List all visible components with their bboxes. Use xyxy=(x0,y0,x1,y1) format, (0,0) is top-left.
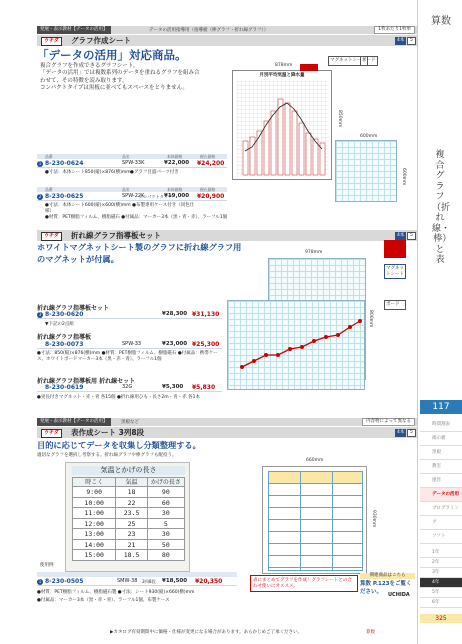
head-code: 品番 xyxy=(45,154,53,159)
cell-time: 9:00 xyxy=(86,488,103,496)
price: ¥19,000 xyxy=(164,193,190,199)
category-tag: 発展・表示教材【データの活用】 xyxy=(37,26,111,34)
sub2-table xyxy=(37,340,222,349)
sidebar-item-management[interactable]: 運営 xyxy=(420,474,462,488)
section3-desc: 適切なグラフを選択し考察する。折れ線グラフや棒グラフも配役う。 xyxy=(37,453,177,458)
head-name: 品名 xyxy=(122,187,130,192)
section1-price-table xyxy=(37,154,227,168)
model-number: SMW-38 xyxy=(117,578,138,584)
model-number: SPW-33K xyxy=(122,160,145,166)
sidebar-category-top: 算数 xyxy=(431,16,451,27)
head-tax: 税込価格 xyxy=(200,187,216,192)
side-label-magnet: マグネットシート xyxy=(384,264,406,279)
table-row xyxy=(72,540,185,551)
section3-note2: ●付属品：マーカー3本（黒・赤・青）、ラーフル1個、布製ケース xyxy=(37,598,170,603)
row-number: 1 xyxy=(38,161,42,166)
side-label-1: マグネットシート xyxy=(328,56,368,66)
sidebar-item-noticeboard[interactable]: 掲示板 xyxy=(420,432,462,446)
grade-box: 4本 xyxy=(397,232,405,238)
row1-extra: ●グラフ目盛パーツ付き xyxy=(130,170,179,175)
cell-shadow: 60 xyxy=(147,498,184,508)
sidebar-item-timetable[interactable]: 時間割表 xyxy=(420,418,462,432)
head-price: 本体価格 xyxy=(167,187,183,192)
cell-temp: 22 xyxy=(115,498,146,508)
cell-time: 13:00 xyxy=(84,530,104,538)
table-row: 3 8-230-0620 ¥28,300 ¥31,130 xyxy=(37,310,222,319)
product-code: 8-230-0619 xyxy=(45,384,84,391)
related-page-link[interactable]: 算数 P.123をご覧ください。 xyxy=(360,580,412,595)
cell-temp: 18 xyxy=(115,487,146,497)
footer-side-label: 算数 xyxy=(366,630,375,635)
model-number: 32G xyxy=(122,384,133,390)
sidebar-item-programming[interactable]: プログラミング xyxy=(420,502,462,516)
cell-temp: 25 xyxy=(115,519,146,529)
model-number: SPW-33 xyxy=(122,341,142,347)
grade-box: 4本 xyxy=(397,37,405,43)
sub3-note: ●実長付きマグネット・赤・青 各15個 ●折れ線用ひも・長さ2m・青・赤 各1本 xyxy=(37,395,200,400)
graph-sheet-chart xyxy=(237,81,329,177)
graph-sheet-image xyxy=(232,70,332,180)
section1-price-table-2 xyxy=(37,187,227,201)
row-number: 2 xyxy=(38,194,42,199)
section3-topbar xyxy=(37,418,417,426)
sidebar-item-software[interactable]: ソフト xyxy=(420,530,462,544)
empty-table-sheet-image xyxy=(262,466,367,574)
sheet-header-band xyxy=(269,472,362,483)
section2-header xyxy=(37,230,417,241)
count-box: 5 xyxy=(407,429,416,437)
sidebar-grade-5[interactable]: 5年 xyxy=(420,588,462,598)
unit-note: 内容物によって異なる xyxy=(362,418,415,426)
head-tax: 税込価格 xyxy=(200,154,216,159)
product-code: 8-230-0625 xyxy=(45,193,84,200)
bullet-3: コンパクトタイプは黒板に並べてもスペースをとりません。 xyxy=(40,85,188,92)
cell-shadow: 50 xyxy=(147,540,184,550)
price: ¥28,300 xyxy=(162,311,188,317)
sub2-title: 折れ線グラフ指導板 xyxy=(37,334,92,341)
line-graph-example xyxy=(227,300,365,390)
head-code: 品番 xyxy=(45,187,53,192)
col-temp: 気温 xyxy=(115,478,146,486)
sub1-table xyxy=(37,310,222,319)
related-label: 関連商品はこちら xyxy=(360,573,415,579)
brand-logo: ウチダ xyxy=(41,429,62,438)
table-row xyxy=(72,487,185,498)
category-subtitle: 黒板など xyxy=(121,419,139,425)
section3-headline: 目的に応じてデータを収集し分類整理する。 xyxy=(37,440,201,450)
price-tax: ¥5,830 xyxy=(192,384,216,391)
price-tax: ¥20,350 xyxy=(195,578,223,585)
table-row xyxy=(72,498,185,509)
side-label-2: ボード xyxy=(360,56,378,66)
side-label-board: ボード xyxy=(384,300,406,310)
data-table-example xyxy=(65,462,190,572)
sidebar-item-blackboard[interactable]: 黒板 xyxy=(420,446,462,460)
dim-height-1: 850mm xyxy=(337,110,342,128)
table-row xyxy=(37,192,227,201)
dim-width-2: 600mm xyxy=(360,134,378,139)
table-row xyxy=(37,340,222,349)
cell-time: 15:00 xyxy=(84,551,104,559)
sidebar-item-blank xyxy=(420,516,462,530)
head-name: 品名 xyxy=(122,154,130,159)
cell-shadow: 30 xyxy=(147,529,184,539)
cell-time: 12:00 xyxy=(84,519,104,528)
dim-height-2: 600mm xyxy=(401,168,406,186)
col-shadow: かげの長さ xyxy=(147,478,184,486)
category-subtitle: データの活用指導用（指導板（棒グラフ・折れ線グラフ）） xyxy=(149,27,269,33)
cell-temp: 23.5 xyxy=(115,508,146,518)
dim-width-4: 660mm xyxy=(306,458,324,463)
sub3-table xyxy=(37,383,222,392)
sidebar-grade-6[interactable]: 6年 xyxy=(420,598,462,608)
cell-temp: 21 xyxy=(115,540,146,550)
head-price: 本体価格 xyxy=(167,154,183,159)
cell-time: 10:00 xyxy=(84,498,104,507)
bullet-1: 複合グラフを作成できるグラフシート。 xyxy=(40,63,139,69)
table-row: 1 8-230-0505 SMW-38 3列8段 ¥18,500 ¥20,350 xyxy=(37,577,237,586)
sub3-title: 折れ線グラフ指導板用 折れ線セット xyxy=(37,378,136,385)
table-row xyxy=(72,550,185,561)
row-extra: コンパクトタイプ xyxy=(139,194,172,199)
price-tax: ¥31,130 xyxy=(192,311,220,318)
maker-logo: UCHIDA xyxy=(388,592,410,598)
section1-topbar xyxy=(37,26,417,34)
table-caption: 気温とかげの長さ xyxy=(72,466,185,475)
usage-label: 使用例 xyxy=(40,563,54,568)
table-row xyxy=(37,383,222,392)
row2-note: ●寸法：本体シート600(縦)×600(横)mm ●布製専用ケース付き（同色仕様） xyxy=(45,203,195,214)
graph-sheet-title: 月別平均気温と降水量 xyxy=(259,73,305,78)
grade-box: 4本 xyxy=(397,429,405,435)
handwritten-table xyxy=(72,477,185,561)
brand-logo: ウチダ xyxy=(41,232,62,241)
price: ¥22,000 xyxy=(164,160,190,166)
cell-shadow: 5 xyxy=(147,519,184,529)
line-graph-marks xyxy=(232,305,362,385)
sidebar-item-classroom[interactable]: 教室 xyxy=(420,460,462,474)
price-tax: ¥25,300 xyxy=(192,341,220,348)
sidebar-category-vertical: 複合グラフ（折れ線・棒）と表 xyxy=(432,150,451,265)
section1-headline: 「データの活用」対応商品。 xyxy=(37,48,187,62)
brand-logo: ウチダ xyxy=(41,37,62,46)
price-tax: ¥20,900 xyxy=(197,193,225,200)
sidebar-grade-3[interactable]: 3年 xyxy=(420,568,462,578)
product-code: 8-230-0505 xyxy=(45,578,84,585)
sub2-note: ●寸法：850(縦)×876(横)mm ●材質：PET樹脂フィルム、樹脂磁石 ●付属品：携帯ケース、ホワイトボードマーカー3本（黒・赤・青）、ラーフル1個 xyxy=(37,351,218,362)
section2-headline: ホワイトマグネットシート製のグラフに折れ線グラフ用のマグネットが付属。 xyxy=(37,242,242,264)
section1-header xyxy=(37,35,417,46)
row2-material: ●材質：PET樹脂フィルム、樹脂磁石 ●付属品：マーカー3本（黒・青・赤）、ラーフル1個 xyxy=(45,215,228,220)
section3-note1: ●材質：PET樹脂フィルム、樹脂磁石製 ●寸法：シート930(縦)×660(横)mm xyxy=(37,590,195,595)
count-box: 5 xyxy=(407,37,416,45)
model-number: SPW-22K xyxy=(122,193,145,199)
sidebar-grade-2[interactable]: 2年 xyxy=(420,558,462,568)
sub1-note: ▼下記の2点組 xyxy=(45,322,74,327)
cell-shadow: 80 xyxy=(147,550,184,560)
table-row xyxy=(72,519,185,530)
cell-temp: 18.5 xyxy=(115,550,146,560)
promo-box: 表にまとめてグラフを作成！グラフシートとの合わせ使いにオススメ。 xyxy=(250,575,358,592)
label-red xyxy=(300,64,318,71)
section3-header xyxy=(37,427,417,438)
dim-height-4: 930mm xyxy=(371,510,376,528)
row1-note: ●寸法：本体シート850(縦)×876(横)mm xyxy=(45,170,131,175)
label-red-2 xyxy=(384,240,406,258)
product-code: 8-230-0073 xyxy=(45,341,84,348)
sub1-title: 折れ線グラフ指導板セット xyxy=(37,305,110,312)
footer-page-number: 325 xyxy=(420,614,462,623)
count-box: 5 xyxy=(407,232,416,240)
table-row xyxy=(72,508,185,519)
dim-height-3: 800mm xyxy=(368,310,373,328)
table-row xyxy=(72,529,185,540)
spec: 3列8段 xyxy=(142,579,156,584)
sidebar-grade-1[interactable]: 1年 xyxy=(420,548,462,558)
cell-time: 11:00 xyxy=(84,509,104,517)
product-code: 8-230-0624 xyxy=(45,160,84,167)
category-tag: 発展・表示教材【データの活用】 xyxy=(37,418,111,426)
dim-width-3: 978mm xyxy=(305,250,323,255)
price-tax: ¥24,200 xyxy=(197,160,225,167)
table-row xyxy=(37,159,227,168)
sheet-grid xyxy=(268,471,363,571)
table-head-row xyxy=(72,477,185,487)
price: ¥23,000 xyxy=(162,341,188,347)
sidebar-grade-4[interactable]: 4年 xyxy=(420,578,462,588)
compact-sheet-image xyxy=(335,140,397,202)
section3-price-table xyxy=(37,572,237,586)
price: ¥18,500 xyxy=(162,578,188,584)
footer-note: ▶カタログ有効期間中に価格・仕様が変更になる場合があります。あらかじめご了承ください。 xyxy=(110,630,303,635)
cell-temp: 23 xyxy=(115,529,146,539)
price: ¥5,300 xyxy=(162,384,184,390)
product-title: 折れ線グラフ指導板セット xyxy=(71,231,161,240)
cell-shadow: 30 xyxy=(147,508,184,518)
product-code: 8-230-0620 xyxy=(45,311,84,318)
cell-time: 14:00 xyxy=(84,540,104,549)
section1-bullets xyxy=(40,63,200,93)
dim-width-1: 878mm xyxy=(275,63,293,68)
unit-note: 1枚あたり1枚単 xyxy=(374,26,415,34)
page-number-tab: 117 xyxy=(420,400,462,414)
bullet-2: 「データの活用」では複数系列のデータを重ねるグラフを組み合わせて、その特徴を読み取ります。 xyxy=(40,70,200,84)
product-title: グラフ作成シート xyxy=(71,36,131,45)
sidebar-item-data[interactable]: データの活用 xyxy=(420,488,462,502)
col-time: 時こく xyxy=(85,479,104,486)
product-title: 表作成シート 3列8段 xyxy=(71,428,145,437)
cell-shadow: 90 xyxy=(147,487,184,497)
